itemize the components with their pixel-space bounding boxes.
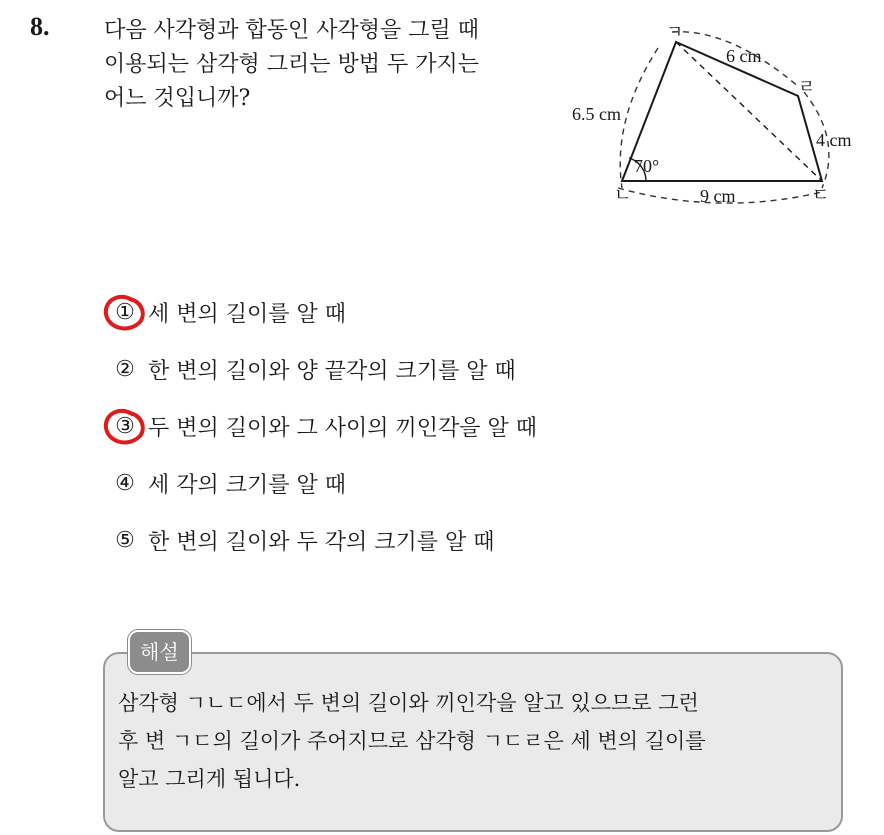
vertex-label-bottom-right: ㄷ [812, 185, 830, 205]
vertex-label-top: ㄱ [666, 22, 684, 42]
explanation-tag: 해설 [128, 630, 191, 674]
side-label-top: 6 cm [726, 46, 762, 66]
question-line: 어느 것입니까? [104, 86, 251, 111]
explanation-line: 알고 그리게 됩니다. [118, 767, 301, 791]
side-label-right: 4 cm [816, 130, 852, 150]
choice-number: ③ [115, 414, 135, 439]
choice-1[interactable] [108, 284, 537, 341]
vertex-label-right-upper: ㄹ [798, 77, 816, 97]
choice-list [108, 284, 537, 569]
choice-text: 두 변의 길이와 그 사이의 끼인각을 알 때 [148, 416, 537, 441]
choice-3[interactable] [108, 398, 537, 455]
explanation-line: 후 변 ㄱㄷ의 길이가 주어지므로 삼각형 ㄱㄷㄹ은 세 변의 길이를 [118, 729, 706, 753]
choice-number: ④ [115, 471, 135, 496]
choice-number: ⑤ [115, 528, 135, 553]
answer-circle-icon [102, 294, 146, 334]
question-line: 이용되는 삼각형 그리는 방법 두 가지는 [104, 52, 479, 77]
explanation-text [118, 684, 833, 798]
choice-number: ① [115, 300, 135, 325]
choice-number: ② [115, 357, 135, 382]
choice-2[interactable] [108, 341, 537, 398]
question-text [104, 14, 544, 116]
choice-text: 세 각의 크기를 알 때 [148, 473, 346, 498]
side-label-bottom: 9 cm [700, 186, 736, 206]
choice-4[interactable] [108, 455, 537, 512]
side-label-left: 6.5 cm [572, 104, 621, 124]
choice-text: 한 변의 길이와 양 끝각의 크기를 알 때 [148, 359, 516, 384]
choice-5[interactable] [108, 512, 537, 569]
choice-text: 한 변의 길이와 두 각의 크기를 알 때 [148, 530, 495, 555]
vertex-label-bottom-left: ㄴ [614, 185, 632, 205]
answer-circle-icon [102, 408, 146, 448]
question-line: 다음 사각형과 합동인 사각형을 그릴 때 [104, 18, 479, 43]
quadrilateral-figure [560, 20, 870, 220]
choice-text: 세 변의 길이를 알 때 [148, 302, 346, 327]
angle-label: 70° [634, 156, 660, 176]
question-number: 8. [30, 12, 50, 41]
explanation-line: 삼각형 ㄱㄴㄷ에서 두 변의 길이와 끼인각을 알고 있으므로 그런 [118, 691, 699, 715]
